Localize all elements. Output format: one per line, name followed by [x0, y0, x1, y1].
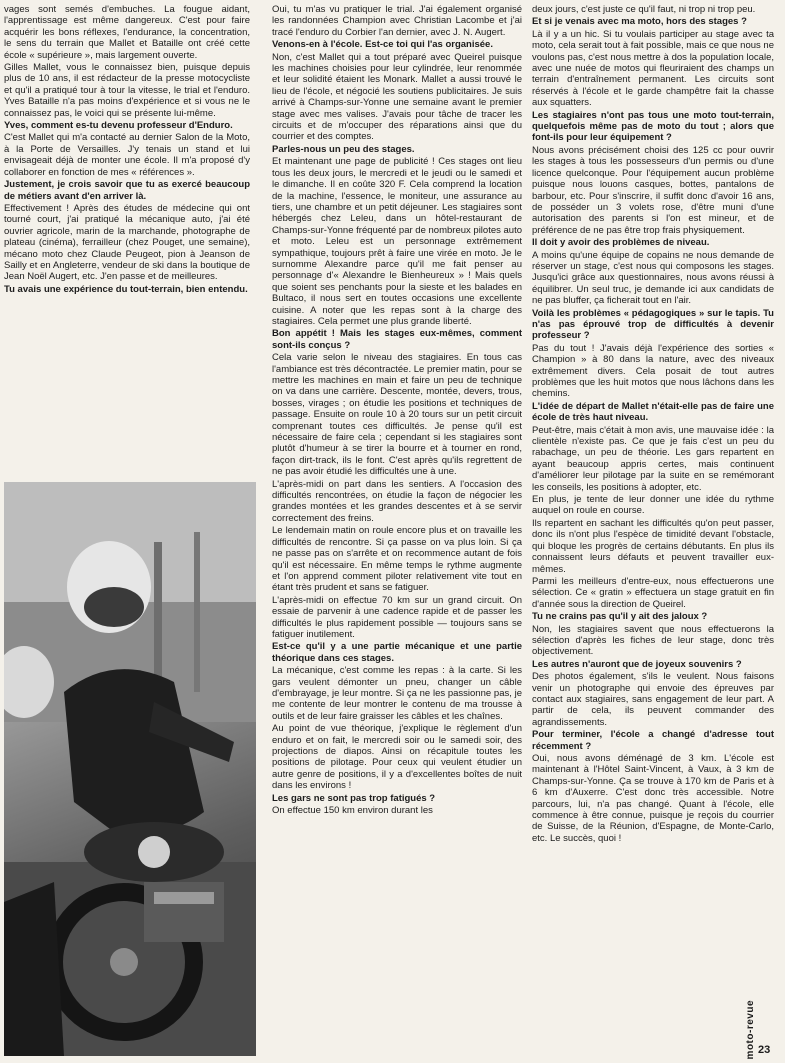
- article-paragraph: Le lendemain matin on roule encore plus et on travaille les difficultés de rencontre. Si ça passe on va plus loin. Si ça ne passe pas on s'arrête et on recommence autant de fois qu'il est nécessaire. En même temps le rythme augmente et l'on apprend comment piloter relativement vite tout en étant très prudent et sans se fatiguer.: [272, 525, 522, 594]
- interview-question: Yves, comment es-tu devenu professeur d'Enduro.: [4, 120, 233, 132]
- article-paragraph: C'est Mallet qui m'a contacté au dernier Salon de la Moto, à la Porte de Versailles. J'y tenais un stand et lui envisageait déjà de monter une école. Il m'a proposé d'y collaborer en fonction de mes « références ».: [4, 132, 250, 178]
- interview-question: Justement, je crois savoir que tu as exercé beaucoup de métiers avant d'en arriver là.: [4, 179, 250, 202]
- article-paragraph: En plus, je tente de leur donner une idée du rythme auquel on roule en course.: [532, 494, 774, 517]
- article-paragraph: La mécanique, c'est comme les repas : à la carte. Si les gars veulent démonter un pneu, changer un câble d'embrayage, je leur montre. Si ça ne les passionne pas, je me contente de leur montrer le contenu de ma trousse à outils et de leur faire graisser les câbles et les chaînes.: [272, 665, 522, 722]
- article-paragraph: Parmi les meilleurs d'entre-eux, nous effectuerons une sélection. Ce « gratin » effectuera un stage gratuit en fin d'année sous la direction de Queirel.: [532, 575, 774, 610]
- article-paragraph: Ils repartent en sachant les difficultés qu'on peut passer, donc ils n'ont plus l'espèce de timidité devant l'obstacle, qui bloque les progrès de certains débutants. En plus ils connaissent leurs défauts et peuvent travailler eux-mêmes.: [532, 517, 774, 575]
- interview-question: Les stagiaires n'ont pas tous une moto tout-terrain, quelquefois même pas de moto du tout ; alors que font-ils pour leur équipement ?: [532, 109, 774, 144]
- interview-question: Les autres n'auront que de joyeux souvenirs ?: [532, 658, 742, 670]
- interview-question: Tu ne crains pas qu'il y ait des jaloux ?: [532, 611, 708, 623]
- interview-question: Et si je venais avec ma moto, hors des stages ?: [532, 16, 747, 28]
- interview-question: Est-ce qu'il y a une partie mécanique et une partie théorique dans ces stages.: [272, 641, 522, 664]
- article-paragraph: Non, les stagiaires savent que nous effectuerons la sélection d'après les fiches de leur stage, donc très objectivement.: [532, 623, 774, 658]
- interview-question: Bon appétit ! Mais les stages eux-mêmes, comment sont-ils conçus ?: [272, 328, 522, 351]
- interview-question: L'idée de départ de Mallet n'était-elle pas de faire une école de très haut niveau.: [532, 400, 774, 424]
- article-paragraph: Des photos également, s'ils le veulent. Nous faisons venir un photographe qui envoie des épreuves par contact aux stagiaires, sans engagement de leur part. A partir de cela, ils peuvent commander des agrandissements.: [532, 671, 774, 728]
- article-paragraph: Et maintenant une page de publicité ! Ces stages ont lieu tous les deux jours, le mercredi et le jeudi ou le samedi et le dimanche. Il en coûte 320 F. Cela comprend la location de la machine, l'essence, le moniteur, une assurance au tiers, une chambre et un petit déjeuner. Les stagiaires sont hébergés chez Leleu, dans un hôtel-restaurant de Champs-sur-Yonne fréquenté par de nombreux pilotes auto et moto. Leleu est un personnage extrêmement sympathique, toujours prêt à faire une virée en moto. Je le surnomme Alexandre parce qu'il me fait penser au personnage d'« Alexandre le Bienheureux » ! Mais quels que soient ses penchants pour la sieste et les balades en Bultaco, il nous sert en toutes occasions une excellente cuisine. A noter que les repas sont à la charge des stagiaires. Cela permet une plus grande liberté.: [272, 156, 522, 327]
- rider-photo: [4, 482, 256, 1056]
- photo-illustration: [4, 482, 256, 1056]
- article-paragraph: Cela varie selon le niveau des stagiaires. En tous cas l'ambiance est très décontractée. Le premier matin, pour se mettre les machines en main et faire un peu de technique on va dans une carrière. Descente, montée, devers, trous, bosses, virages ; on étudie les positions et techniques de passage. Ensuite on roule 10 à 20 tours sur un petit circuit comprenant toutes ces difficultés. Je pense qu'il est nécessaire de faire cela ; cependant si les stagiaires sont plutôt d'humeur à se tirer la bourre et à tourner en rond, façon dirt-track, ils le font. C'est après qu'ils regrettent de ne pas avoir étudié les difficultés une à une.: [272, 352, 522, 478]
- article-paragraph: Oui, tu m'as vu pratiquer le trial. J'ai également organisé les randonnées Champion avec Christian Lacombe et j'ai tracé l'enduro du Corbier l'an dernier, avec J. N. Augert.: [272, 4, 522, 38]
- magazine-name: moto-revue: [745, 1000, 756, 1060]
- interview-question: Voilà les problèmes « pédagogiques » sur le tapis. Tu n'as pas éprouvé trop de difficultés à devenir professeur ?: [532, 307, 774, 342]
- interview-question: Tu avais une expérience du tout-terrain, bien entendu.: [4, 283, 248, 295]
- article-paragraph: Nous avons précisément choisi des 125 cc pour ouvrir les stages à tous les possesseurs d'un permis ou d'une licence quelconque. Pour l'équipement aucun problème puisque nous louons casques, bottes, pantalons de barbour, etc. Pour s'inscrire, il suffit donc d'avoir 16 ans, de posséder un 3 volets rose, d'être muni d'une autorisation des parents si l'on est mineur, et de préférence de ne pas être trop frais physiquement.: [532, 144, 774, 236]
- article-paragraph: L'après-midi on effectue 70 km sur un grand circuit. On essaie de parvenir à une cadence rapide et de passer les difficultés le plus rapidement possible — toujours sans se fatiguer inutilement.: [272, 594, 522, 640]
- article-paragraph: Peut-être, mais c'était à mon avis, une mauvaise idée : la clientèle n'existe pas. Ce que je fais c'est un peu du rabachage, un peu de théorie. Les gars repartent en ayant beaucoup appris certes, mais continuent d'améliorer leur pilotage par la suite en se remémorant les conseils, les positions à adopter, etc.: [532, 424, 774, 493]
- article-paragraph: A moins qu'une équipe de copains ne nous demande de réserver un stage, c'est nous qui composons les stages. Jusqu'ici grâce aux questionnaires, nous avons réussi à équilibrer. Un seul truc, je demande ici aux candidats de ne pas bluffer, ça ficherait tout en l'air.: [532, 249, 774, 307]
- article-paragraph: Effectivement ! Après des études de médecine qui ont tourné court, j'ai pratiqué la mécanique auto, j'ai été ouvrier agricole, marin de la marchande, photographe de plateau (cinéma), ferrailleur (chez Pouget, une semaine), mécano moto chez Claude Peugeot, pion à Jeanson de Sailly et en Angleterre, vendeur de ski dans la boutique de Jean Noël Augert, etc. J'en passe et de meilleures.: [4, 202, 250, 283]
- interview-question: Parles-nous un peu des stages.: [272, 143, 415, 155]
- article-paragraph: Gilles Mallet, vous le connaissez bien, puisque depuis plus de 10 ans, il est rédacteur de la presse motocycliste et qu'il a pratiqué tour à tour la vitesse, le trial et l'enduro. Yves Bataille n'a pas moins d'expérience et si vous ne le connaissez pas, le voici qui se présente lui-même.: [4, 62, 250, 119]
- article-paragraph: Pas du tout ! J'avais déjà l'expérience des sorties « Champion » à 80 dans la nature, avec des niveaux extrêmement divers. Cela posait de tout autres problèmes que les huit motos que nous lâchons dans les chemins.: [532, 342, 774, 400]
- interview-question: Les gars ne sont pas trop fatigués ?: [272, 792, 436, 804]
- article-paragraph: Là il y a un hic. Si tu voulais participer au stage avec ta moto, cela serait tout à fait possible, mais ce que nous ne voulons pas, c'est nous mettre à dos la population locale, avec une nuée de motos qui fleuriraient des champs un terrain d'entraînement permanent. Les circuits sont réservés à l'école et le garde champêtre fait la chasse aux squatters.: [532, 28, 774, 109]
- article-paragraph: Oui, nous avons déménagé de 3 km. L'école est maintenant à l'Hôtel Saint-Vincent, à Vaux, à 3 km de Champs-sur-Yonne. Ça se trouve à 170 km de Paris et à 6 km d'Auxerre. C'est donc très accessible. Notre parcours, lui, n'a pas changé. Quant à l'école, elle commence à être connue, puisque je reçois du courrier de Suisse, de la Réunion, d'Espagne, de Monte-Carlo, etc. Le succès, quoi !: [532, 753, 774, 844]
- article-paragraph: vages sont semés d'embuches. La fougue aidant, l'apprentissage est même dangereux. C'est pour faire acquérir les bons réflexes, l'endurance, la concentration, le sens du terrain que Mallet et Bataille ont créé cette école « supérieure », mais largement ouverte.: [4, 4, 250, 61]
- article-column-1: [4, 4, 250, 480]
- interview-question: Venons-en à l'école. Est-ce toi qui l'as organisée.: [272, 39, 493, 51]
- article-paragraph: deux jours, c'est juste ce qu'il faut, ni trop ni trop peu.: [532, 4, 756, 15]
- article-column-3: [532, 4, 774, 1004]
- article-column-2: [272, 4, 522, 1059]
- interview-question: Il doit y avoir des problèmes de niveau.: [532, 237, 710, 249]
- interview-question: Pour terminer, l'école a changé d'adresse tout récemment ?: [532, 729, 774, 752]
- article-paragraph: Au point de vue théorique, j'explique le règlement d'un enduro et on fait, le mercredi soir ou le samedi soir, des projections de diapos. Ainsi on récapitule toutes les positions de pilotage. Pour ceux qui veulent étudier un autre genre de positions, il y a d'excellentes boîtes de nuit dans les environs !: [272, 723, 522, 792]
- article-paragraph: Non, c'est Mallet qui a tout préparé avec Queirel puisque les machines choisies pour leur cylindrée, leur renommée et leur solidité étaient les Monark. Mallet a aussi trouvé le lieu de l'école, et négocié les soutiens publicitaires. Je suis arrivé à Champs-sur-Yonne une semaine avant le premier stage avec mes valises. J'avais pour tâche de tracer les circuits et de m'occuper des réparations ainsi que du courrier et des comptes.: [272, 51, 522, 143]
- page-number: 23: [758, 1044, 771, 1056]
- article-paragraph: On effectue 150 km environ durant les: [272, 805, 433, 817]
- article-paragraph: L'après-midi on part dans les sentiers. A l'occasion des difficultés rencontrées, on étudie la façon de négocier les grandes montées et les grandes descentes et à se servir correctement des freins.: [272, 478, 522, 524]
